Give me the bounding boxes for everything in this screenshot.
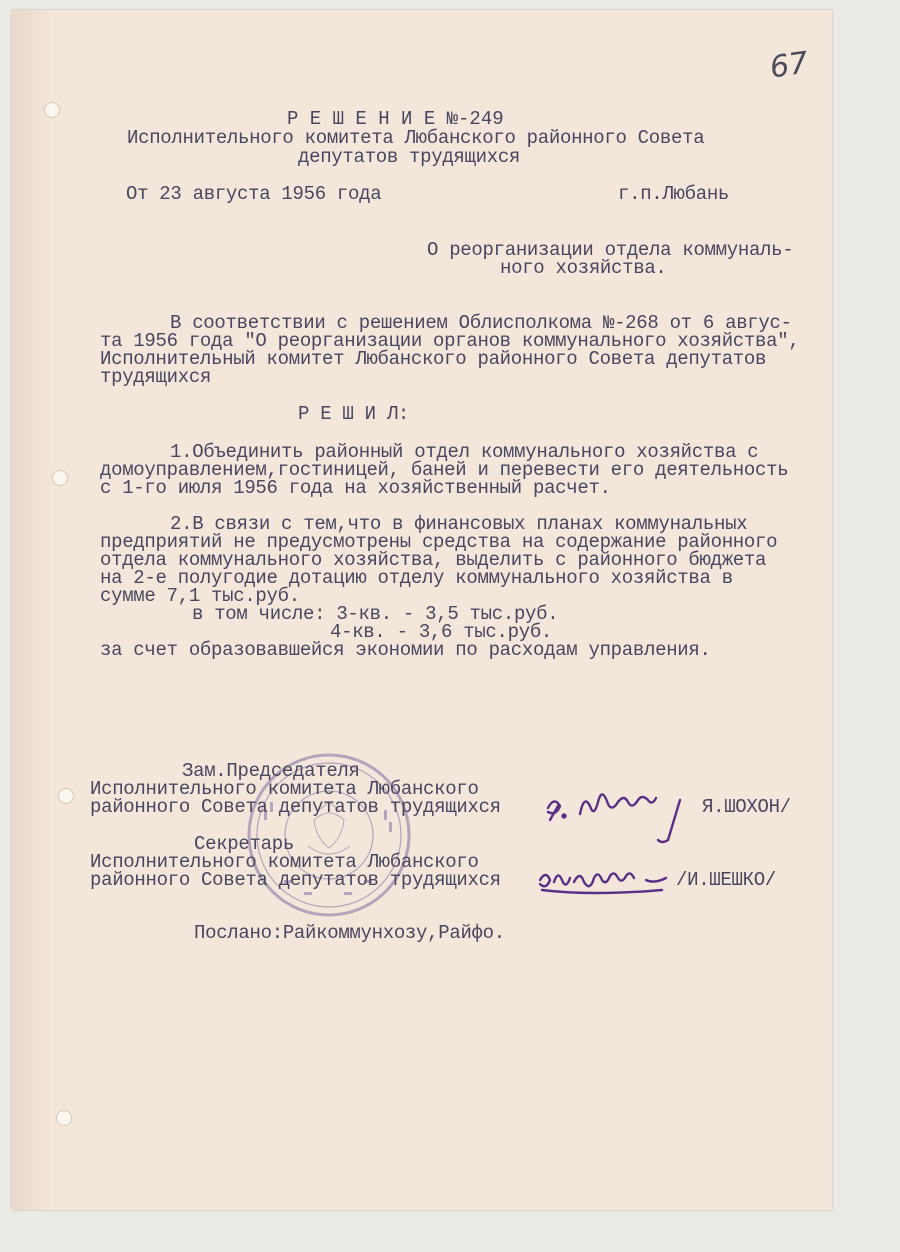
subject-line-1: О реорганизации отдела коммуналь- [427, 239, 794, 261]
subject-line-2: ного хозяйства. [500, 257, 667, 279]
item-2-line: на 2-е полугодие дотацию отделу коммунального хозяйства в [100, 567, 733, 589]
breakdown-q3: в том числе: 3-кв. - 3,5 тыс.руб. [192, 603, 559, 625]
item-2-line: 2.В связи с тем,что в финансовых планах коммунальных [170, 513, 748, 535]
item-1-line: с 1-го июля 1956 года на хозяйственный расчет. [100, 477, 611, 499]
punch-hole [58, 788, 74, 804]
item-2-line: отдела коммунального хозяйства, выделить с районного бюджета [100, 549, 767, 571]
punch-hole [44, 102, 60, 118]
preamble-line: В соответствии с решением Облисполкома №-268 от 6 авгус- [170, 312, 792, 334]
deputy-title-3: районного Совета депутатов трудящихся [90, 796, 501, 818]
deputy-name: Я.ШОХОН/ [702, 796, 791, 818]
decided-heading: Р Е Ш И Л: [298, 403, 410, 425]
punch-hole [56, 1110, 72, 1126]
item-1-line: 1.Объединить районный отдел коммунального хозяйства с [170, 441, 759, 463]
preamble-line: трудящихся [100, 366, 212, 388]
item-2-line: сумме 7,1 тыс.руб. [100, 585, 300, 607]
document-date: От 23 августа 1956 года [126, 183, 382, 205]
item-1-line: домоуправлением,гостиницей, баней и перевести его деятельность [100, 459, 789, 481]
punch-hole [52, 470, 68, 486]
document-sheet [12, 10, 832, 1210]
sent-to: Послано:Райкоммунхозу,Райфо. [194, 922, 505, 944]
issuing-body-line-2: депутатов трудящихся [298, 146, 521, 168]
secretary-signature [534, 860, 684, 900]
issuing-body-line-1: Исполнительного комитета Любанского районного Совета [127, 127, 705, 149]
document-place: г.п.Любань [618, 183, 730, 205]
secretary-title-1: Секретарь [194, 833, 294, 855]
page-number: 67 [767, 45, 811, 86]
deputy-title-1: Зам.Председателя [182, 760, 360, 782]
deputy-title-2: Исполнительного комитета Любанского [90, 778, 479, 800]
secretary-title-3: районного Совета депутатов трудящихся [90, 869, 501, 891]
item-2-line: предприятий не предусмотрены средства на содержание районного [100, 531, 778, 553]
secretary-title-2: Исполнительного комитета Любанского [90, 851, 479, 873]
secretary-name: /И.ШЕШКО/ [676, 869, 776, 891]
funding-source: за счет образовавшейся экономии по расходам управления. [100, 639, 711, 661]
preamble-line: та 1956 года "О реорганизации органов коммунального хозяйства", [100, 330, 800, 352]
deputy-signature [540, 780, 715, 850]
preamble-line: Исполнительный комитет Любанского районного Совета депутатов [100, 348, 767, 370]
breakdown-q4: 4-кв. - 3,6 тыс.руб. [330, 621, 553, 643]
document-title: Р Е Ш Е Н И Е №-249 [287, 108, 504, 130]
